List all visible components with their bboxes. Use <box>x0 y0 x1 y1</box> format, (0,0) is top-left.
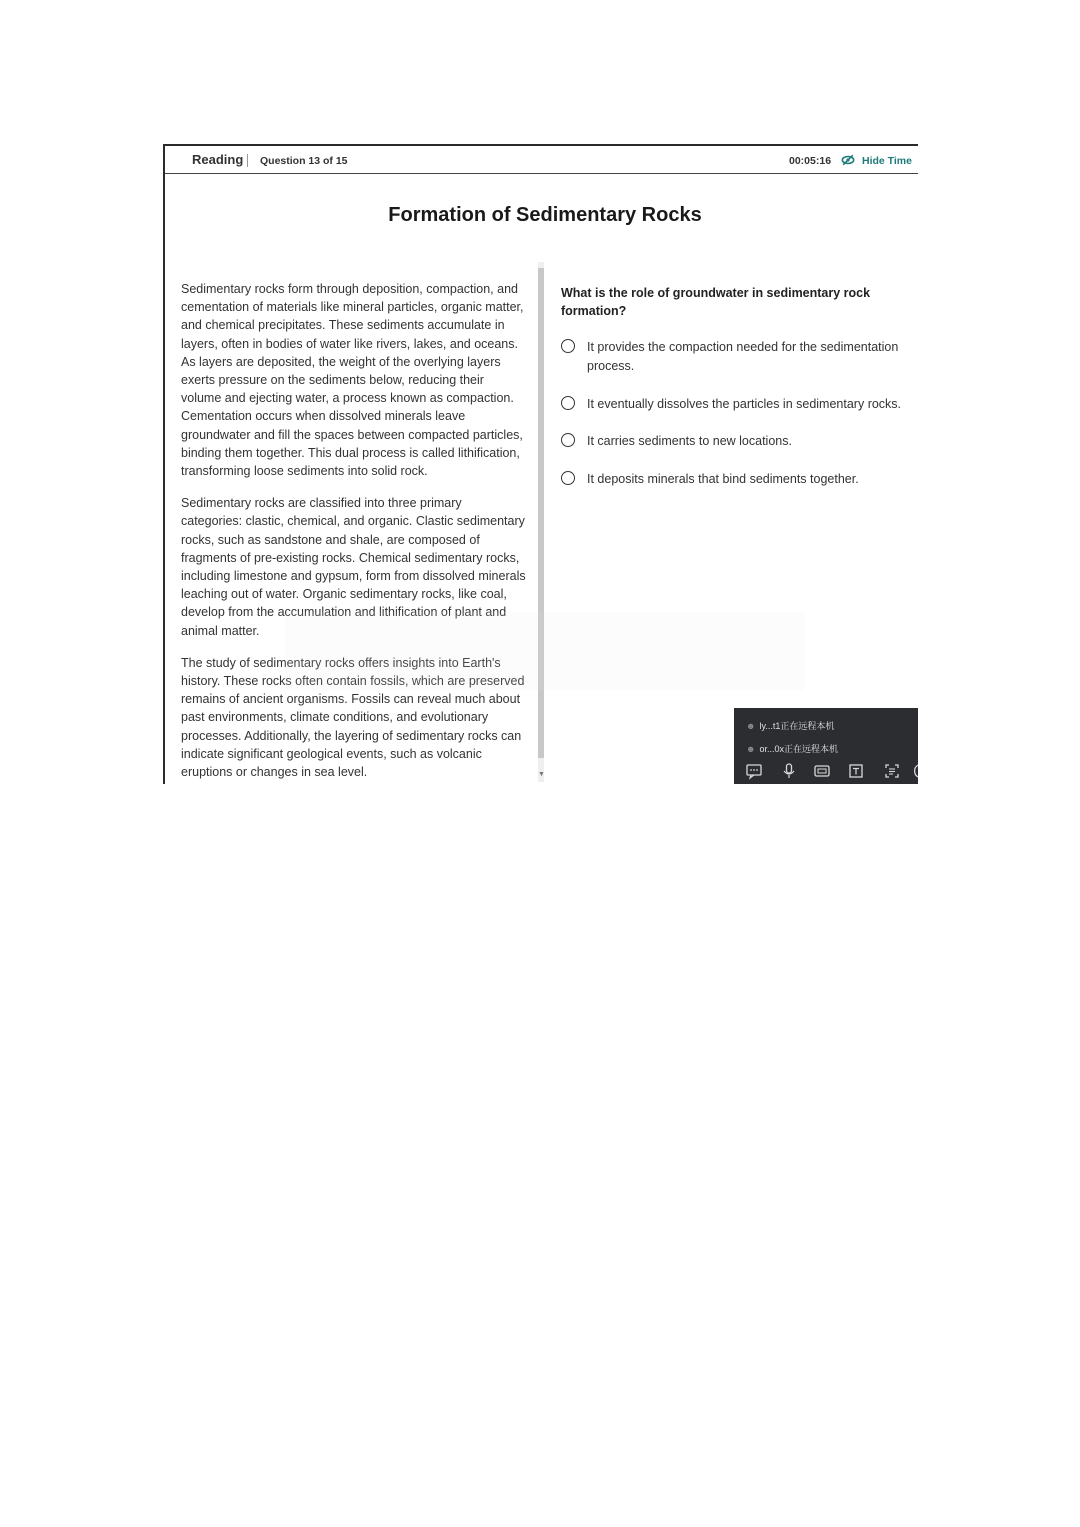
passage-paragraph: Sedimentary rocks form through deposition, compaction, and cementation of materials like mineral particles, organic matter, and chemical precipitates. These sediments accumulate in layers, often in bodies of water like rivers, lakes, and oceans. As layers are deposited, the weight of the overlying layers exerts pressure on the sediments below, reducing their volume and ejecting water, a process known as compaction. Cementation occurs when dissolved minerals leave groundwater and fill the spaces between compacted particles, binding them together. This dual process is called lithification, transforming loose sediments into solid rock. <box>181 282 524 479</box>
remote-user-entry <box>746 742 838 755</box>
answer-option-text[interactable]: It deposits minerals that bind sediments together. <box>587 472 859 486</box>
passage-title: Formation of Sedimentary Rocks <box>388 204 702 226</box>
remote-user-label: or...0x正在远程本机 <box>759 744 838 754</box>
exam-window <box>163 144 918 784</box>
chat-icon[interactable] <box>745 762 763 780</box>
answer-option[interactable] <box>561 395 906 414</box>
faded-overlay <box>285 612 805 690</box>
remote-session-panel <box>734 708 918 784</box>
radio-button[interactable] <box>561 339 575 353</box>
radio-button[interactable] <box>561 433 575 447</box>
timer: 00:05:16 <box>789 155 832 167</box>
passage-paragraph: Sedimentary rocks are classified into three primary categories: clastic, chemical, and organic. Clastic sedimentary rocks, such as sandstone and shale, are composed of fragments of pre-existing rocks. Chemical sedimentary rocks, including limestone and gypsum, form from dissolved minerals leaching out of water. Organic sedimentary rocks, like coal, develop from the accumulation and lithification of plant and animal matter. <box>181 496 526 638</box>
text-icon[interactable] <box>847 762 865 780</box>
eye-slash-icon[interactable] <box>841 153 855 167</box>
radio-button[interactable] <box>561 471 575 485</box>
keyboard-icon[interactable] <box>813 762 831 780</box>
person-icon: ☻ <box>746 721 756 731</box>
more-icon[interactable] <box>912 762 918 780</box>
hide-time-button[interactable]: Hide Time <box>862 155 912 167</box>
remote-user-entry <box>746 719 834 732</box>
question-counter: Question 13 of 15 <box>260 155 348 167</box>
answer-option[interactable] <box>561 432 906 451</box>
microphone-icon[interactable] <box>780 762 798 780</box>
passage-scrollbar[interactable] <box>538 262 544 782</box>
remote-user-label: ly...t1正在远程本机 <box>759 721 835 731</box>
top-bar <box>165 146 918 174</box>
remote-toolbar <box>734 762 918 782</box>
answer-option-text[interactable]: It carries sediments to new locations. <box>587 434 792 448</box>
screen-capture-icon[interactable] <box>883 762 901 780</box>
answer-option-text[interactable]: It eventually dissolves the particles in sedimentary rocks. <box>587 397 902 411</box>
radio-button[interactable] <box>561 396 575 410</box>
passage-paragraph: The study of sedimentary rocks offers insights into Earth's history. These rocks often contain fossils, which are preserved remains of ancient organisms. Fossils can reveal much about past environments, climate conditions, and evolutionary processes. Additionally, the layering of sedimentary rocks can indicate significant geological events, such as volcanic eruptions or changes in sea level. <box>181 655 525 780</box>
question-stem: What is the role of groundwater in sedimentary rock formation? <box>561 286 871 318</box>
person-icon: ☻ <box>746 744 756 754</box>
answer-option-text[interactable]: It provides the compaction needed for the sedimentation process. <box>587 340 899 373</box>
answer-option[interactable] <box>561 338 906 375</box>
section-name: Reading <box>192 152 244 167</box>
scroll-down-arrow-icon[interactable]: ▼ <box>538 771 545 778</box>
top-bar-divider <box>247 154 248 167</box>
reading-passage <box>181 280 526 784</box>
answer-option[interactable] <box>561 470 906 489</box>
